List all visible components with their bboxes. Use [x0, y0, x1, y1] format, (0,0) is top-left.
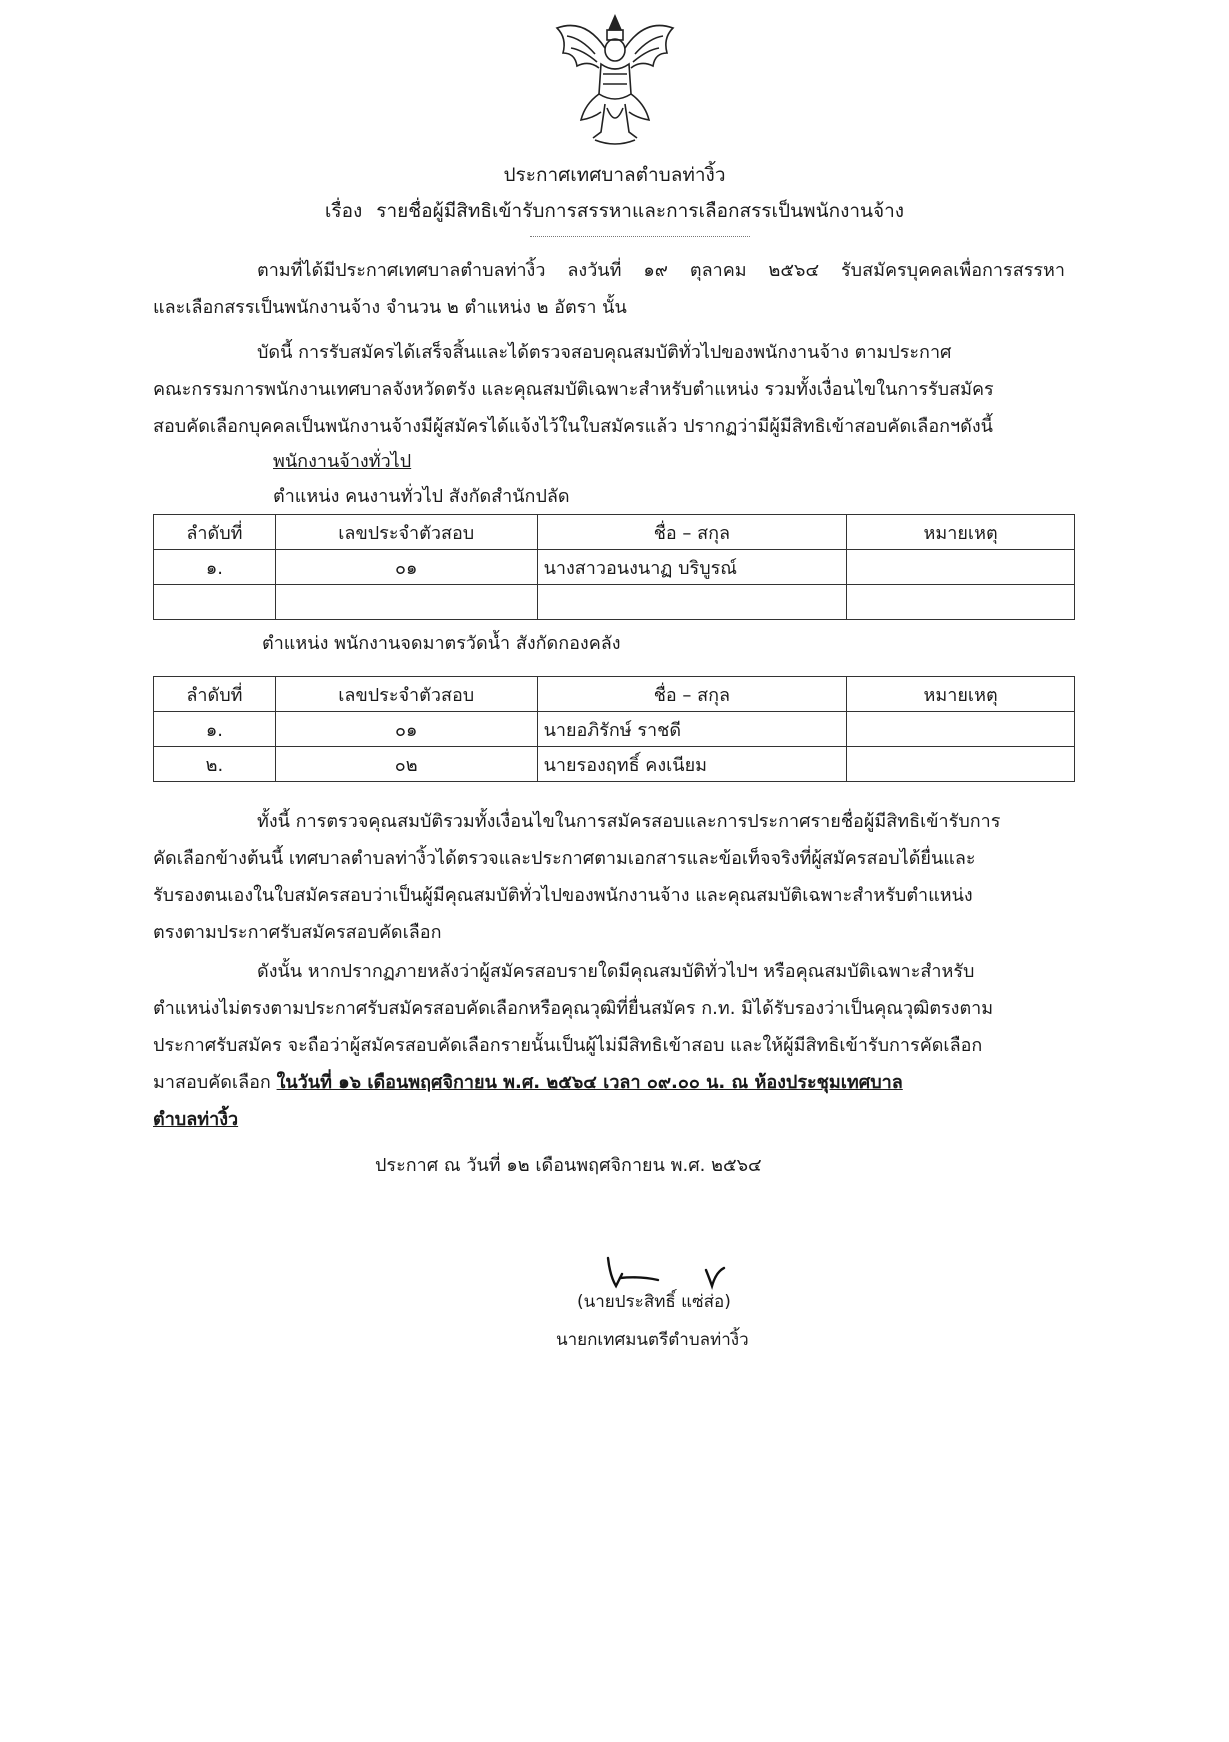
cell-order: ๑. [154, 550, 276, 585]
signer-name: (นายประสิทธิ์ แซ่ส่อ) [577, 1292, 731, 1312]
table-row [154, 585, 1075, 620]
paragraph-3-line-3: รับรองตนเองในใบสมัครสอบว่าเป็นผู้มีคุณสมบัติทั่วไปของพนักงานจ้าง และคุณสมบัติเฉพาะสำหรับตำแหน่ง [153, 885, 973, 906]
col-name: ชื่อ – สกุล [537, 515, 847, 550]
paragraph-2-line-1: บัดนี้ การรับสมัครได้เสร็จสิ้นและได้ตรวจสอบคุณสมบัติทั่วไปของพนักงานจ้าง ตามประกาศ [257, 342, 952, 363]
col-exam-id: เลขประจำตัวสอบ [275, 677, 537, 712]
table-header-row [154, 515, 1075, 550]
table-row [154, 747, 1075, 782]
paragraph-3-line-2: คัดเลือกข้างต้นนี้ เทศบาลตำบลท่างิ้วได้ตรวจและประกาศตามเอกสารและข้อเท็จจริงที่ผู้สมัครสอบได้ยื่นและ [153, 848, 976, 869]
paragraph-4 [153, 953, 1065, 1138]
table-row [154, 550, 1075, 585]
cell-remark [847, 550, 1075, 585]
cell-exam-id: ๐๒ [275, 747, 537, 782]
cell-order: ๑. [154, 712, 276, 747]
paragraph-4-line-3: ประกาศรับสมัคร จะถือว่าผู้สมัครสอบคัดเลือกรายนั้นเป็นผู้ไม่มีสิทธิเข้าสอบ และให้ผู้มีสิทธิเข้ารับการคัดเลือก [153, 1035, 983, 1056]
cell-name [537, 585, 847, 620]
col-order: ลำดับที่ [154, 515, 276, 550]
paragraph-3 [153, 803, 1065, 951]
cell-remark [847, 747, 1075, 782]
candidates-table-2 [153, 676, 1075, 782]
paragraph-4-line-2: ตำแหน่งไม่ตรงตามประกาศรับสมัครสอบคัดเลือกหรือคุณวุฒิที่ยื่นสมัคร ก.ท. มิได้รับรองว่าเป็นคุณวุฒิตรงตาม [153, 998, 994, 1019]
candidates-table-1 [153, 514, 1075, 620]
paragraph-3-line-4: ตรงตามประกาศรับสมัครสอบคัดเลือก [153, 922, 442, 943]
signer-position: นายกเทศมนตรีตำบลท่างิ้ว [556, 1330, 749, 1350]
paragraph-3-line-1: ทั้งนี้ การตรวจคุณสมบัติรวมทั้งเงื่อนไขในการสมัครสอบและการประกาศรายชื่อผู้มีสิทธิเข้ารับการ [257, 811, 1001, 832]
announcement-date: ประกาศ ณ วันที่ ๑๒ เดือนพฤศจิกายน พ.ศ. ๒๕๖๔ [375, 1155, 762, 1176]
cell-order [154, 585, 276, 620]
col-name: ชื่อ – สกุล [537, 677, 847, 712]
col-remark: หมายเหตุ [847, 515, 1075, 550]
cell-name: นายรองฤทธิ์ คงเนียม [537, 747, 847, 782]
signature-mark [600, 1252, 740, 1292]
col-remark: หมายเหตุ [847, 677, 1075, 712]
table-row [154, 712, 1075, 747]
cell-exam-id: ๐๑ [275, 550, 537, 585]
paragraph-1-line-2: และเลือกสรรเป็นพนักงานจ้าง จำนวน ๒ ตำแหน่ง ๒ อัตรา นั้น [153, 297, 627, 318]
cell-exam-id [275, 585, 537, 620]
cell-exam-id: ๐๑ [275, 712, 537, 747]
paragraph-4-line-4-prefix: มาสอบคัดเลือก [153, 1072, 271, 1093]
cell-remark [847, 585, 1075, 620]
exam-location-cont: ตำบลท่างิ้ว [153, 1109, 239, 1130]
cell-remark [847, 712, 1075, 747]
category-heading: พนักงานจ้างทั่วไป [273, 451, 412, 472]
exam-date-location: ในวันที่ ๑๖ เดือนพฤศจิกายน พ.ศ. ๒๕๖๔ เวลา ๐๙.๐๐ น. ณ ห้องประชุมเทศบาล [276, 1072, 903, 1093]
paragraph-1-line-1: ตามที่ได้มีประกาศเทศบาลตำบลท่างิ้ว ลงวันที่ ๑๙ ตุลาคม ๒๕๖๔ รับสมัครบุคคลเพื่อการสรรหา [257, 260, 1065, 281]
cell-name: นายอภิรักษ์ ราชดี [537, 712, 847, 747]
paragraph-2 [153, 334, 1065, 445]
position-2-heading: ตำแหน่ง พนักงานจดมาตรวัดน้ำ สังกัดกองคลัง [262, 633, 621, 654]
subject-label: เรื่อง [324, 200, 363, 222]
paragraph-1 [153, 252, 1065, 326]
garuda-emblem-icon [545, 8, 685, 153]
col-exam-id: เลขประจำตัวสอบ [275, 515, 537, 550]
paragraph-2-line-2: คณะกรรมการพนักงานเทศบาลจังหวัดตรัง และคุณสมบัติเฉพาะสำหรับตำแหน่ง รวมทั้งเงื่อนไขในการรับสมัคร [153, 379, 994, 400]
announcement-title: ประกาศเทศบาลตำบลท่างิ้ว [503, 164, 726, 186]
table-header-row [154, 677, 1075, 712]
title-divider [530, 236, 750, 237]
cell-order: ๒. [154, 747, 276, 782]
paragraph-2-line-3: สอบคัดเลือกบุคคลเป็นพนักงานจ้างมีผู้สมัครได้แจ้งไว้ในใบสมัครแล้ว ปรากฏว่ามีผู้มีสิทธิเข้าสอบคัดเลือกฯดังนี้ [153, 416, 993, 437]
position-1-heading: ตำแหน่ง คนงานทั่วไป สังกัดสำนักปลัด [273, 486, 570, 507]
subject-text: รายชื่อผู้มีสิทธิเข้ารับการสรรหาและการเลือกสรรเป็นพนักงานจ้าง [376, 200, 905, 222]
paragraph-4-line-1: ดังนั้น หากปรากฏภายหลังว่าผู้สมัครสอบรายใดมีคุณสมบัติทั่วไปฯ หรือคุณสมบัติเฉพาะสำหรับ [257, 961, 975, 982]
col-order: ลำดับที่ [154, 677, 276, 712]
cell-name: นางสาวอนงนาฏ บริบูรณ์ [537, 550, 847, 585]
announcement-subject [0, 196, 1229, 226]
